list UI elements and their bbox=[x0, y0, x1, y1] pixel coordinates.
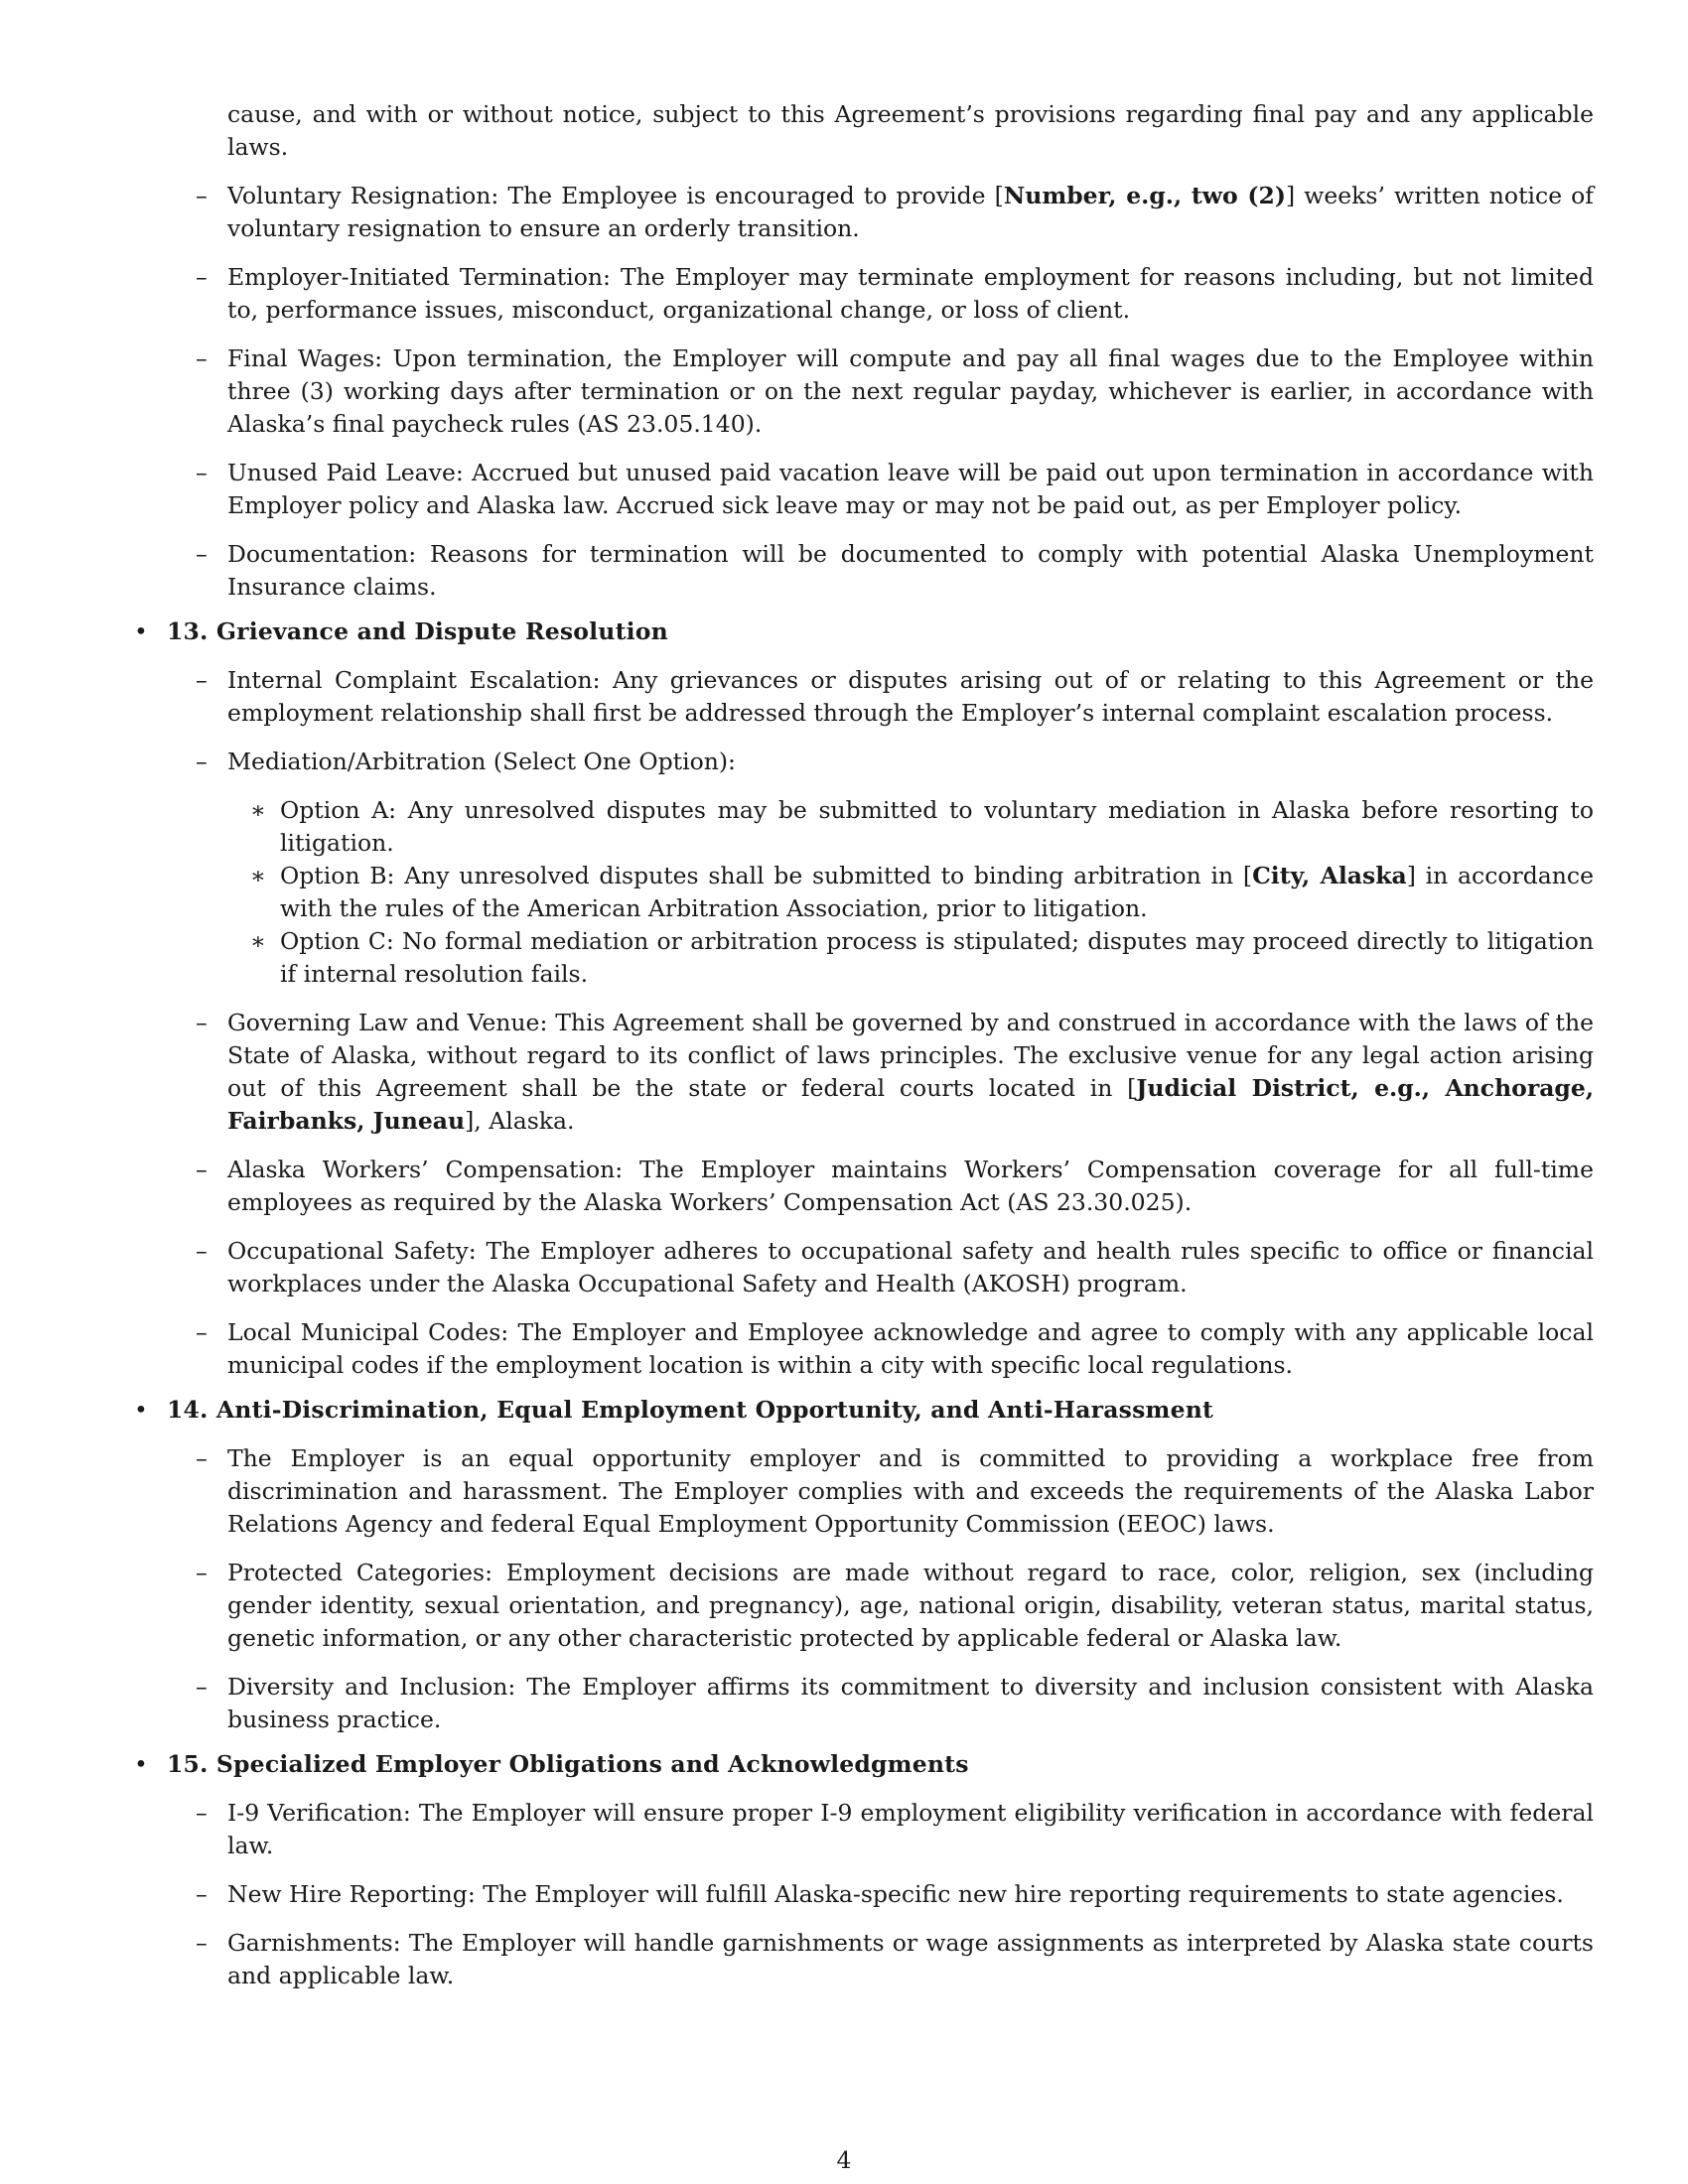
placeholder-notice-weeks: Number, e.g., two (2) bbox=[1003, 182, 1286, 209]
list-item-i9: – I-9 Verification: The Employer will ensure proper I-9 employment eligibility verification in accordance with federal law. bbox=[196, 1799, 1594, 1859]
section-15 bbox=[134, 1748, 1594, 1781]
section-15-heading: 15. Specialized Employer Obligations and Acknowledgments bbox=[167, 1750, 969, 1778]
dash-marker: – bbox=[196, 459, 208, 486]
bullet-marker: • bbox=[134, 617, 148, 645]
list-item-internal-complaint: – Internal Complaint Escalation: Any grievances or disputes arising out of or relating to this Agreement or the employment relationship shall first be addressed through the Employer’s internal complaint escalation process. bbox=[196, 666, 1594, 727]
dash-marker: – bbox=[196, 1156, 208, 1183]
list-item-mediation: – Mediation/Arbitration (Select One Option): bbox=[134, 746, 1594, 778]
dash-marker: – bbox=[196, 1673, 208, 1701]
section-14-heading: 14. Anti-Discrimination, Equal Employment Opportunity, and Anti-Harassment bbox=[167, 1396, 1214, 1424]
star-marker: ∗ bbox=[250, 927, 266, 955]
list-item-new-hire: – New Hire Reporting: The Employer will fulfill Alaska-specific new hire reporting requirements to state agencies. bbox=[134, 1878, 1594, 1911]
bullet-marker: • bbox=[134, 1750, 148, 1778]
section-13 bbox=[134, 615, 1594, 648]
dash-marker: – bbox=[196, 748, 208, 775]
dash-marker: – bbox=[196, 263, 208, 291]
page-number: 4 bbox=[836, 2146, 852, 2174]
list-item-municipal-codes: – Local Municipal Codes: The Employer and Employee acknowledge and agree to comply with any applicable local municipal codes if the employment location is within a city with specific local regulations. bbox=[196, 1318, 1594, 1379]
list-item-final-wages: – Final Wages: Upon termination, the Employer will compute and pay all final wages due to the Employee within three (3) working days after termination or on the next regular payday, whichever is earlier, in accordance with Alaska’s final paycheck rules (AS 23.05.140). bbox=[196, 344, 1594, 438]
list-item-workers-comp: – Alaska Workers’ Compensation: The Employer maintains Workers’ Compensation coverage for all full-time employees as required by the Alaska Workers’ Compensation Act (AS 23.30.025). bbox=[196, 1156, 1594, 1216]
list-item-voluntary-resignation: – Voluntary Resignation: The Employee is encouraged to provide [Number, e.g., two (2)] weeks’ written notice of voluntary resignation to ensure an orderly transition. bbox=[196, 182, 1594, 242]
dash-marker: – bbox=[196, 1799, 208, 1827]
list-item-employer-termination: – Employer-Initiated Termination: The Employer may terminate employment for reasons including, but not limited to, performance issues, misconduct, organizational change, or loss of client. bbox=[196, 263, 1594, 324]
placeholder-city: City, Alaska bbox=[1252, 862, 1407, 889]
dash-marker: – bbox=[196, 1929, 208, 1957]
star-marker: ∗ bbox=[250, 796, 266, 824]
dash-marker: – bbox=[196, 182, 208, 209]
list-item-protected-categories: – Protected Categories: Employment decisions are made without regard to race, color, religion, sex (including gender identity, sexual orientation, and pregnancy), age, national origin, disability, veteran status, marital status, genetic information, or any other characteristic protected by applicable federal or Alaska law. bbox=[196, 1559, 1594, 1652]
section-13-heading: 13. Grievance and Dispute Resolution bbox=[167, 617, 668, 645]
section-14 bbox=[134, 1394, 1594, 1427]
list-item-occupational-safety: – Occupational Safety: The Employer adheres to occupational safety and health rules specific to office or financial workplaces under the Alaska Occupational Safety and Health (AKOSH) program. bbox=[196, 1237, 1594, 1297]
section-12-list bbox=[134, 180, 1594, 604]
list-item-governing-law: – Governing Law and Venue: This Agreement shall be governed by and construed in accordance with the laws of the State of Alaska, without regard to its conflict of laws principles. The exclusive venue for any legal action arising out of this Agreement shall be the state or federal courts located in [Judicial District, e.g., Anchorage, Fairbanks, Juneau], Alaska. bbox=[196, 1009, 1594, 1135]
dash-marker: – bbox=[196, 1009, 208, 1036]
dash-marker: – bbox=[196, 344, 208, 372]
dash-marker: – bbox=[196, 540, 208, 568]
placeholder-judicial-district: Judicial District, e.g., Anchorage, Fairbanks, Juneau bbox=[227, 1074, 1594, 1135]
page-content bbox=[134, 98, 1594, 1992]
list-item-equal-opportunity: – The Employer is an equal opportunity employer and is committed to providing a workplace free from discrimination and harassment. The Employer complies with and exceeds the requirements of the Alaska Labor Relations Agency and federal Equal Employment Opportunity Commission (EEOC) laws. bbox=[196, 1444, 1594, 1538]
dash-marker: – bbox=[196, 1559, 208, 1586]
list-item-unused-leave: – Unused Paid Leave: Accrued but unused paid vacation leave will be paid out upon termination in accordance with Employer policy and Alaska law. Accrued sick leave may or may not be paid out, as per Employer policy. bbox=[196, 459, 1594, 519]
list-item-garnishments: – Garnishments: The Employer will handle garnishments or wage assignments as interpreted by Alaska state courts and applicable law. bbox=[196, 1929, 1594, 1989]
dash-marker: – bbox=[196, 666, 208, 694]
option-a: ∗ Option A: Any unresolved disputes may be submitted to voluntary mediation in Alaska before resorting to litigation. bbox=[250, 796, 1594, 857]
dash-marker: – bbox=[196, 1237, 208, 1265]
option-c: ∗ Option C: No formal mediation or arbitration process is stipulated; disputes may proceed directly to litigation if internal resolution fails. bbox=[250, 927, 1594, 988]
bullet-marker: • bbox=[134, 1396, 148, 1424]
dash-marker: – bbox=[196, 1318, 208, 1346]
list-item-documentation: – Documentation: Reasons for termination will be documented to comply with potential Alaska Unemployment Insurance claims. bbox=[196, 540, 1594, 601]
continued-paragraph: cause, and with or without notice, subject to this Agreement’s provisions regarding final pay and any applicable laws. bbox=[227, 100, 1594, 161]
dash-marker: – bbox=[196, 1880, 208, 1908]
list-item-diversity: – Diversity and Inclusion: The Employer affirms its commitment to diversity and inclusion consistent with Alaska business practice. bbox=[196, 1673, 1594, 1733]
dash-marker: – bbox=[196, 1444, 208, 1472]
option-b: ∗ Option B: Any unresolved disputes shall be submitted to binding arbitration in [City, Alaska] in accordance with the rules of the American Arbitration Association, prior to litigation. bbox=[250, 862, 1595, 922]
star-marker: ∗ bbox=[250, 862, 266, 889]
mediation-options bbox=[134, 794, 1594, 991]
